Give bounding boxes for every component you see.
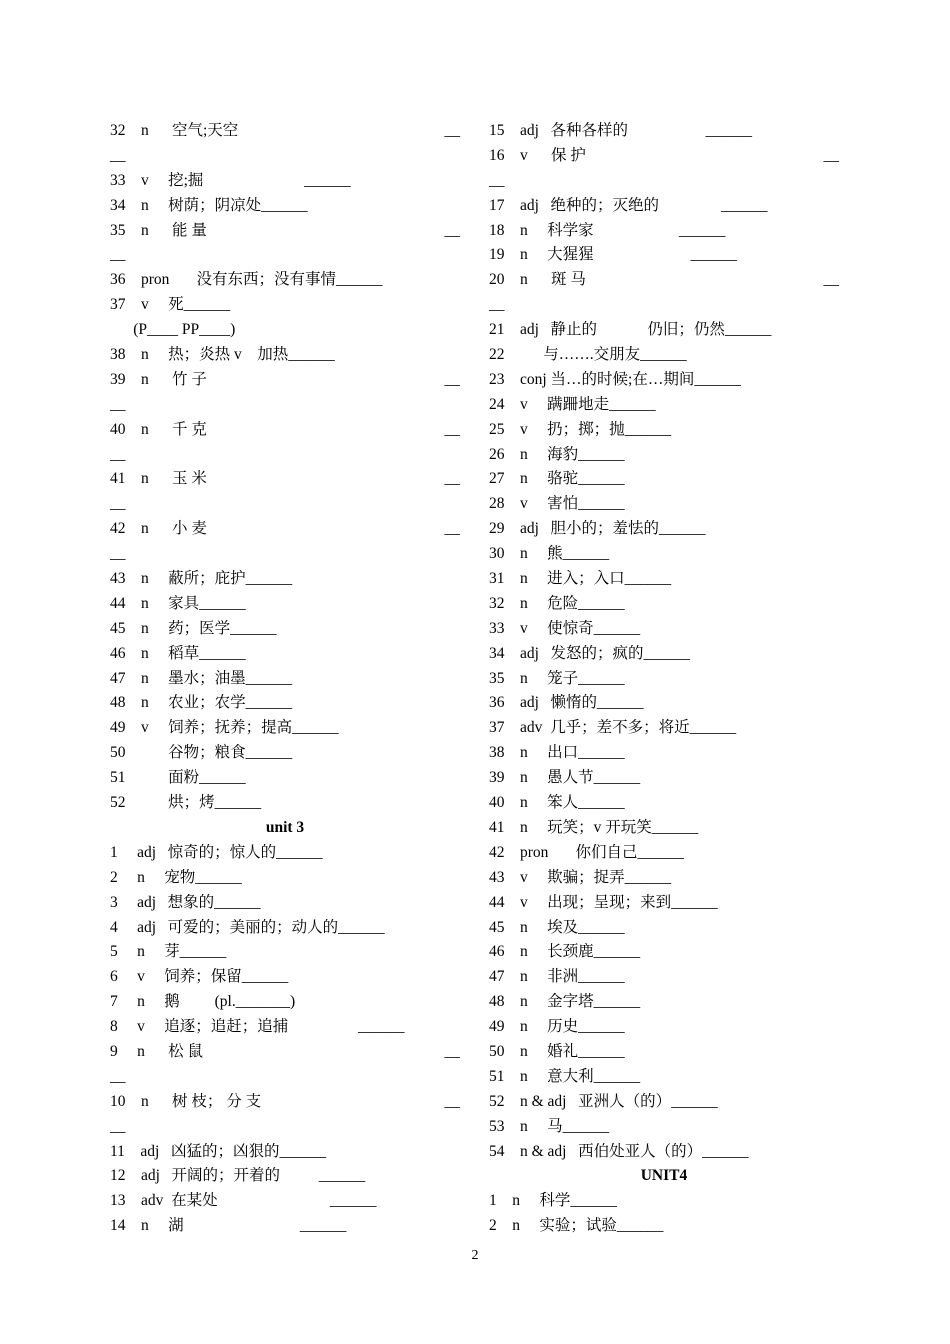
vocab-line: [489, 791, 839, 816]
vocab-text: __: [489, 171, 505, 189]
vocab-text: __: [110, 246, 126, 264]
vocab-text: 41 n 玉 米: [110, 470, 207, 488]
vocab-text: __: [110, 445, 126, 463]
vocab-line: [489, 517, 839, 542]
vocab-line: [110, 443, 460, 468]
vocab-text: 11 adj 凶猛的；凶狠的______: [110, 1142, 326, 1160]
vocab-text: 35 n 能 量: [110, 221, 207, 239]
vocab-line: [110, 791, 460, 816]
vocab-text: 32 n 空气;天空: [110, 122, 239, 139]
vocab-text: __: [110, 495, 126, 513]
vocab-line: [110, 617, 460, 642]
vocab-text: 44 v 出现；呈现；来到______: [489, 893, 718, 911]
vocab-text: __: [489, 296, 505, 314]
vocab-text: 42 n 小 麦: [110, 520, 207, 538]
vocab-line: [489, 1115, 839, 1140]
vocab-line: [489, 592, 839, 617]
vocab-line: [110, 741, 460, 766]
vocab-line: [110, 866, 460, 891]
vocab-line: [110, 1115, 460, 1140]
vocab-line: [489, 667, 839, 692]
vocab-line: [110, 990, 460, 1015]
vocab-text: 2 n 实验；试验______: [489, 1217, 664, 1235]
vocab-text: __: [110, 545, 126, 563]
vocab-line: [110, 318, 460, 343]
vocab-text: 24 v 蹒跚地走______: [489, 395, 656, 413]
vocab-text: __: [110, 1067, 126, 1085]
vocab-text: 46 n 长颈鹿______: [489, 943, 641, 961]
vocab-text: 34 adj 发怒的；疯的______: [489, 644, 691, 662]
vocab-text: 53 n 马______: [489, 1117, 610, 1135]
answer-blank: __: [444, 470, 460, 488]
vocab-line: [110, 293, 460, 318]
answer-blank: __: [444, 420, 460, 438]
vocab-text: 49 n 历史______: [489, 1018, 625, 1036]
vocab-line: [489, 1214, 839, 1239]
right-column: [489, 119, 839, 1239]
vocab-text: 28 v 害怕______: [489, 495, 625, 513]
vocab-line: [489, 741, 839, 766]
vocab-line: [110, 667, 460, 692]
vocab-line: [110, 144, 460, 169]
vocab-text: 7 n 鹅 (pl._______): [110, 993, 296, 1011]
vocab-text: 48 n 农业；农学______: [110, 694, 293, 712]
vocab-line: [489, 1090, 839, 1115]
vocab-line: [489, 841, 839, 866]
answer-blank: __: [444, 221, 460, 239]
vocab-text: 51 面粉______: [110, 769, 246, 787]
vocab-line: [110, 766, 460, 791]
vocab-line: [110, 368, 460, 393]
vocab-line: [489, 940, 839, 965]
vocab-line: [489, 144, 839, 169]
vocab-text: 39 n 竹 子: [110, 370, 207, 388]
vocab-line: [489, 368, 839, 393]
vocab-line: [110, 965, 460, 990]
vocab-text: 15 adj 各种各样的 ______: [489, 122, 753, 139]
vocab-line: [110, 119, 460, 144]
vocab-text: 36 adj 懒惰的______: [489, 694, 644, 712]
vocab-text: 13 adv 在某处 ______: [110, 1192, 377, 1210]
vocab-line: [489, 567, 839, 592]
vocab-line: [489, 293, 839, 318]
answer-blank: __: [444, 520, 460, 538]
vocab-text: 21 adj 静止的 仍旧；仍然______: [489, 321, 772, 339]
vocab-line: [110, 393, 460, 418]
vocab-line: [489, 866, 839, 891]
vocab-line: [110, 268, 460, 293]
vocab-text: 33 v 使惊奇______: [489, 619, 641, 637]
vocab-line: [489, 1065, 839, 1090]
vocab-text: 19 n 大猩猩 ______: [489, 246, 738, 264]
vocab-line: [489, 443, 839, 468]
vocab-text: 51 n 意大利______: [489, 1067, 641, 1085]
vocab-text: 22 与…….交朋友______: [489, 346, 687, 364]
vocab-text: 8 v 追逐；追赶；追捕 ______: [110, 1018, 405, 1036]
vocab-text: 1 adj 惊奇的；惊人的______: [110, 843, 323, 861]
vocab-line: [489, 343, 839, 368]
vocab-line: [489, 119, 839, 144]
vocab-text: 31 n 进入；入口______: [489, 570, 672, 588]
vocab-text: 39 n 愚人节______: [489, 769, 641, 787]
vocab-text: 12 adj 开阔的；开着的 ______: [110, 1167, 366, 1185]
vocab-line: [489, 194, 839, 219]
vocab-text: 6 v 饲养；保留______: [110, 968, 289, 986]
section-heading: UNIT4: [640, 1167, 688, 1185]
vocab-text: 1 n 科学______: [489, 1192, 617, 1210]
vocab-text: 34 n 树荫；阴凉处______: [110, 196, 308, 214]
vocab-line: [489, 916, 839, 941]
vocab-line: [110, 418, 460, 443]
vocab-text: 25 v 扔；掷；抛______: [489, 420, 672, 438]
vocab-line: [489, 716, 839, 741]
vocab-line: [110, 1040, 460, 1065]
vocab-text: 38 n 热；炎热 v 加热______: [110, 346, 335, 364]
vocab-text: 14 n 湖 ______: [110, 1217, 347, 1235]
vocab-text: 42 pron 你们自己______: [489, 843, 685, 861]
vocab-line: [489, 642, 839, 667]
vocab-line: [110, 542, 460, 567]
vocab-text: 43 n 蔽所；庇护______: [110, 570, 293, 588]
vocab-line: [110, 219, 460, 244]
vocab-line: [110, 1214, 460, 1239]
vocab-line: [110, 1015, 460, 1040]
vocab-line: [489, 393, 839, 418]
vocab-text: 44 n 家具______: [110, 594, 246, 612]
answer-blank: __: [444, 1042, 460, 1060]
vocab-line: [110, 1140, 460, 1165]
vocab-text: 40 n 笨人______: [489, 794, 625, 812]
answer-blank: __: [444, 122, 460, 139]
vocab-text: 33 v 挖;掘 ______: [110, 171, 351, 189]
vocab-text: 32 n 危险______: [489, 594, 625, 612]
vocab-line: [110, 916, 460, 941]
left-column: [110, 119, 460, 1239]
vocab-text: __: [110, 146, 126, 164]
vocab-line: [489, 243, 839, 268]
section-heading: unit 3: [265, 818, 305, 836]
vocab-line: [489, 891, 839, 916]
vocab-line: [489, 1189, 839, 1214]
vocab-text: 36 pron 没有东西；没有事情______: [110, 271, 383, 289]
vocab-line: [110, 1164, 460, 1189]
vocab-line: [110, 642, 460, 667]
vocab-text: 52 烘；烤______: [110, 794, 262, 812]
vocab-text: 43 v 欺骗；捉弄______: [489, 868, 672, 886]
vocab-line: [110, 691, 460, 716]
vocab-text: 45 n 埃及______: [489, 918, 625, 936]
vocab-text: 50 n 婚礼______: [489, 1042, 625, 1060]
answer-blank: __: [444, 1092, 460, 1110]
vocab-text: 23 conj 当…的时候;在…期间______: [489, 370, 741, 388]
vocab-text: __: [110, 1117, 126, 1135]
vocab-text: 9 n 松 鼠: [110, 1042, 204, 1060]
vocab-line: [110, 343, 460, 368]
vocab-line: [489, 219, 839, 244]
vocab-line: [489, 169, 839, 194]
vocab-text: 47 n 墨水；油墨______: [110, 669, 293, 687]
vocab-text: 4 adj 可爱的；美丽的；动人的______: [110, 918, 385, 936]
vocab-text: 49 v 饲养；抚养；提高______: [110, 719, 339, 737]
vocab-text: 30 n 熊______: [489, 545, 610, 563]
vocab-line: [110, 467, 460, 492]
vocab-line: [489, 766, 839, 791]
vocab-text: 48 n 金字塔______: [489, 993, 641, 1011]
vocab-line: [489, 990, 839, 1015]
vocab-text: 20 n 斑 马: [489, 271, 586, 289]
vocab-text: 40 n 千 克: [110, 420, 207, 438]
vocab-line: [110, 567, 460, 592]
vocab-line: [489, 1040, 839, 1065]
vocab-text: 29 adj 胆小的；羞怯的______: [489, 520, 706, 538]
vocab-line: [489, 1015, 839, 1040]
answer-blank: __: [823, 271, 839, 289]
vocab-text: 52 n & adj 亚洲人（的）______: [489, 1092, 718, 1110]
vocab-line: [489, 691, 839, 716]
vocab-line: [489, 1140, 839, 1165]
vocab-text: 10 n 树 枝； 分 支: [110, 1092, 262, 1110]
vocab-text: 41 n 玩笑；v 开玩笑______: [489, 818, 699, 836]
vocab-line: [110, 1065, 460, 1090]
vocab-line: [110, 592, 460, 617]
vocab-text: 37 v 死______: [110, 296, 231, 314]
vocab-line: [489, 816, 839, 841]
vocab-text: 18 n 科学家 ______: [489, 221, 726, 239]
vocab-text: 38 n 出口______: [489, 744, 625, 762]
vocab-line: [489, 318, 839, 343]
vocab-text: __: [110, 395, 126, 413]
vocab-text: 50 谷物；粮食______: [110, 744, 293, 762]
vocab-line: [489, 617, 839, 642]
vocab-text: 37 adv 几乎；差不多；将近______: [489, 719, 737, 737]
vocab-line: [110, 716, 460, 741]
vocab-text: 45 n 药；医学______: [110, 619, 277, 637]
vocab-line: [489, 418, 839, 443]
vocab-text: 47 n 非洲______: [489, 968, 625, 986]
vocab-line: [110, 1090, 460, 1115]
vocab-text: 16 v 保 护: [489, 146, 586, 164]
answer-blank: __: [823, 146, 839, 164]
vocab-line: [489, 467, 839, 492]
page-number: 2: [471, 1248, 479, 1263]
vocab-line: [110, 517, 460, 542]
answer-blank: __: [444, 370, 460, 388]
vocab-line: [110, 492, 460, 517]
vocab-line: [110, 243, 460, 268]
vocab-text: 5 n 芽______: [110, 943, 227, 961]
vocab-text: 3 adj 想象的______: [110, 893, 261, 911]
vocab-line: [489, 268, 839, 293]
vocab-line: [489, 965, 839, 990]
vocab-line: [110, 194, 460, 219]
vocab-line: [110, 169, 460, 194]
vocab-line: [489, 492, 839, 517]
vocab-line: [110, 841, 460, 866]
vocab-line: [110, 891, 460, 916]
vocab-text: 27 n 骆驼______: [489, 470, 625, 488]
vocab-text: 46 n 稻草______: [110, 644, 246, 662]
vocab-text: 35 n 笼子______: [489, 669, 625, 687]
vocab-line: [110, 1189, 460, 1214]
vocab-line: [110, 940, 460, 965]
vocab-text: 2 n 宠物______: [110, 868, 242, 886]
vocab-text: 17 adj 绝种的；灭绝的 ______: [489, 196, 768, 214]
vocab-text: 26 n 海豹______: [489, 445, 625, 463]
vocab-text: 54 n & adj 西伯处亚人（的）______: [489, 1142, 749, 1160]
vocab-text: (P____ PP____): [110, 321, 236, 339]
vocab-line: [489, 542, 839, 567]
